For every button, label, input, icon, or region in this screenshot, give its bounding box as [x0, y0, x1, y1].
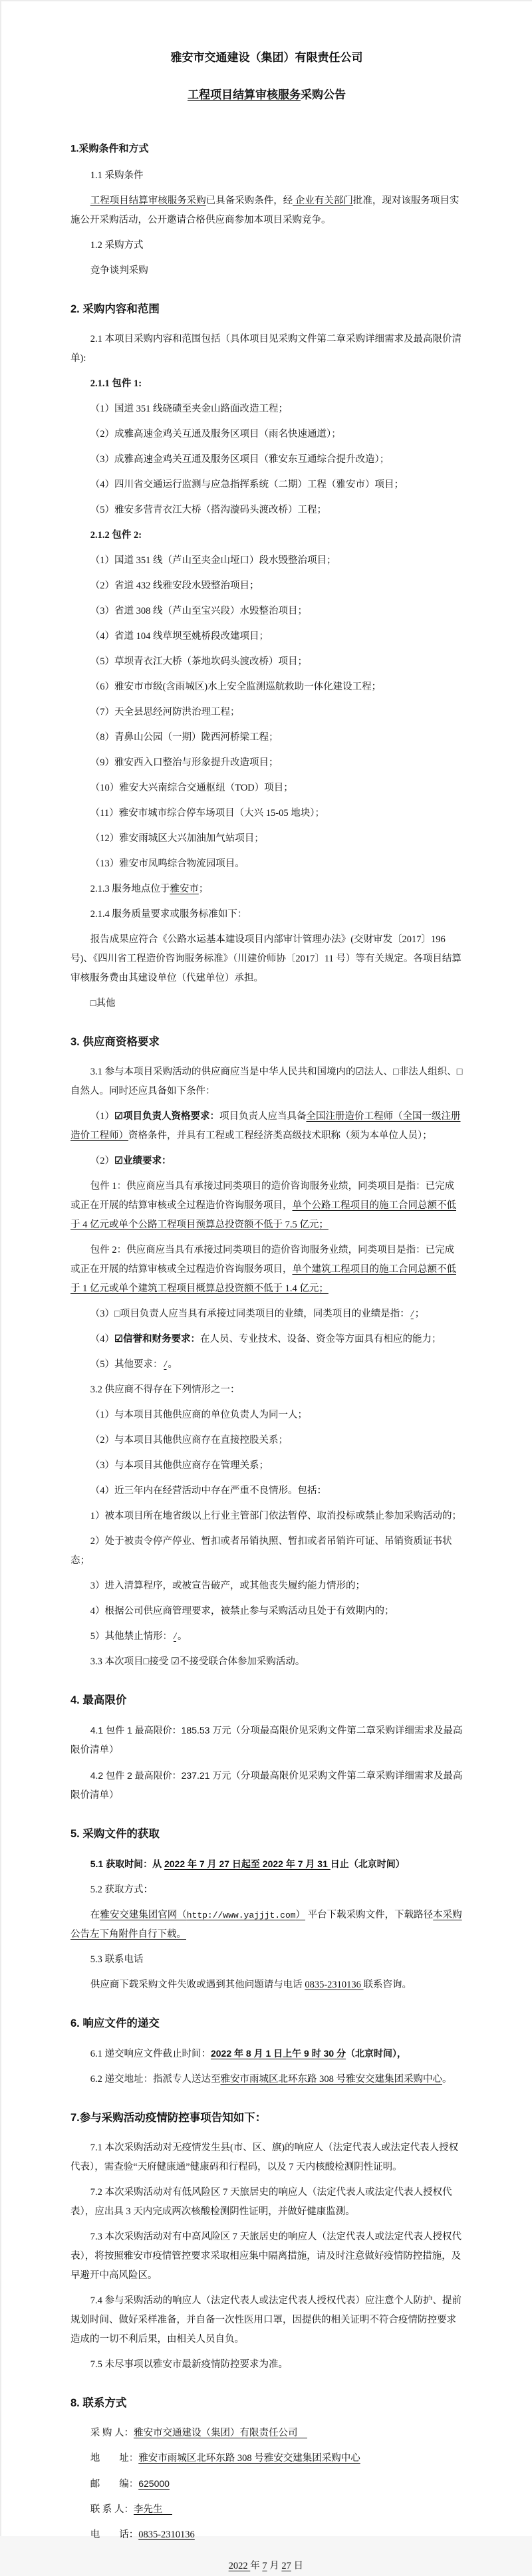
paragraph [70, 1241, 463, 1299]
text-run: 雅安市交通建设（集团）有限责任公司 [133, 2428, 307, 2438]
doc-date [70, 2557, 303, 2576]
text-run: 。 [168, 1359, 178, 1370]
text-run: 2.1.1 包件 1: [90, 378, 142, 389]
text-run: （12）雅安雨城区大兴加油加气站项目； [90, 833, 264, 844]
paragraph [70, 1177, 463, 1235]
text-run: 3.2 供应商不得存在下列情形之一： [90, 1384, 240, 1395]
section-heading [70, 2012, 463, 2035]
paragraph [70, 804, 463, 823]
paragraph [70, 1507, 463, 1526]
paragraph [70, 652, 463, 672]
section-heading [70, 1823, 463, 1845]
text-run: ； [198, 884, 209, 894]
text-run: 工程项目结算审核服务采购 [90, 195, 206, 206]
paragraph [70, 2044, 463, 2064]
paragraph [70, 1950, 463, 1970]
paragraph [70, 192, 463, 230]
paragraph [70, 1355, 463, 1374]
paragraph [70, 1406, 463, 1425]
text-run: ） [295, 1910, 306, 1920]
paragraph [70, 627, 463, 646]
text-run: 4.1 包件 1 最高限价：185.53 万元 [90, 1725, 231, 1736]
text-run: 日 [291, 2561, 303, 2571]
paragraph [70, 1107, 463, 1146]
text-run: 1.1 采购条件 [90, 170, 144, 181]
text-run: 2.1.2 包件 2: [90, 530, 142, 541]
text-run: / [164, 1359, 167, 1370]
text-run: 工程项目结算审核服务 [188, 88, 301, 101]
text-run: 供应商下载采购文件失败或遇到其他问题请与电话 [90, 1980, 305, 1990]
text-run: 联系咨询。 [363, 1980, 412, 1990]
text-run: 2.1 本项目采购内容和范围包括（具体项目见采购文件第二章采购详细需求及最高限价清单): [70, 334, 462, 364]
paragraph [70, 829, 463, 848]
text-run: 1.2 采购方式 [90, 240, 144, 251]
paragraph [70, 728, 463, 747]
text-run: （10）雅安大兴南综合交通枢纽（TOD）项目； [90, 783, 293, 793]
text-run: 。 [178, 1631, 188, 1642]
paragraph [70, 1577, 463, 1596]
section-heading [70, 138, 463, 160]
text-run: 4）根据公司供应商管理要求，被禁止参与采购活动且处于有效期内的； [90, 1606, 394, 1616]
text-run: 6.2 递交地址：指派专人送达至 [90, 2074, 221, 2085]
text-run: 雅安市交通建设（集团）有限责任公司 [170, 51, 363, 64]
text-run: （2）与本项目其他供应商存在直接控股关系； [90, 1435, 288, 1446]
text-run: 包件 2：供应商应当具有承接过同类项目的造价咨询服务业绩，同类项目是指：已完成或正在开展的结算审核或全过程造价咨询服务项目， [70, 1245, 455, 1275]
paragraph [70, 2228, 463, 2285]
paragraph [70, 880, 463, 899]
paragraph [70, 2449, 463, 2468]
text-run: 7.2 本次采购活动对有低风险区 7 天旅居史的响应人（法定代表人或法定代表人授权代表），应出具 3 天内完成两次核酸检测阴性证明，并做好健康监测。 [70, 2187, 452, 2217]
text-run: （2）成雅高速金鸡关互通及服务区项目（雨名快速通道）； [90, 429, 341, 440]
paragraph [70, 678, 463, 697]
text-run: 7.4 参与采购活动的响应人（法定代表人或法定代表人授权代表）应注意个人防护、提前规划时间、做好采样准备，并自备一次性医用口罩，因提供的相关证明不符合疫情防控要求造成的一切不利后果，由相关人员自负。 [70, 2295, 462, 2345]
paragraph [70, 400, 463, 419]
text-run: 7 [262, 2561, 267, 2571]
text-run: / [410, 1309, 414, 1319]
paragraph [70, 2355, 463, 2375]
text-run: 2.1.3 服务地点位于 [90, 884, 170, 894]
text-run: ☑业绩要求： [114, 1156, 172, 1166]
paragraph [70, 577, 463, 596]
text-run: 5.3 联系电话 [90, 1954, 144, 1965]
text-run: （3）成雅高速金鸡关互通及服务区项目（雅安东互通综合提升改造）； [90, 454, 390, 465]
paragraph [70, 1602, 463, 1621]
text-run: （3）省道 308 线（芦山至宝兴段）水毁整治项目； [90, 606, 307, 616]
section-heading [70, 298, 463, 321]
text-run: ☑项目负责人资格要求： [114, 1111, 219, 1122]
text-run: 包件 1：供应商应当具有承接过同类项目的造价咨询服务业绩，同类项目是指：已完成或正在开展的结算审核或全过程造价咨询服务项目， [70, 1181, 455, 1211]
text-run: （9）雅安西入口整治与形象提升改造项目； [90, 757, 279, 768]
text-run: 625000 [138, 2478, 170, 2489]
paragraph [70, 425, 463, 444]
text-run: 2022 [228, 2561, 251, 2571]
text-run: （5）雅安多营青衣江大桥（搭沟漩码头渡改桥）工程； [90, 505, 327, 515]
text-run: 1）被本项目所在地省级以上行业主管部门依法暂停、取消投标或禁止参加采购活动的； [90, 1511, 462, 1521]
text-run: （4） [90, 1334, 114, 1345]
subsection-heading [70, 374, 463, 394]
text-run: （5）草坝青衣江大桥（茶地坎码头渡改桥）项目； [90, 656, 307, 667]
text-run: 7.3 本次采购活动对有中高风险区 7 天旅居史的响应人（法定代表人或法定代表人授权代表），将按照雅安市疫情管控要求采取相应集中隔离措施，请及时注意做好疫情防控措施，及早避开中高风险区。 [70, 2232, 462, 2281]
paragraph [70, 602, 463, 621]
paragraph [70, 1431, 463, 1450]
text-run: 0835-2310136 [305, 1980, 364, 1990]
paragraph [70, 854, 463, 874]
text-run: 5. 采购文件的获取 [70, 1828, 160, 1840]
paragraph [70, 2183, 463, 2222]
text-run: / [173, 1631, 176, 1642]
text-run: 8. 联系方式 [70, 2397, 127, 2409]
text-run: http://www.yajjjt.com [186, 1910, 296, 1920]
text-run: （2）省道 432 线雅安段水毁整治项目； [90, 580, 259, 591]
paragraph [70, 930, 463, 988]
section-heading [70, 2392, 463, 2414]
text-run: （13）雅安市凤鸣综合物流园项目。 [90, 858, 245, 869]
text-run: 3）进入清算程序，或被宣告破产，或其他丧失履约能力情形的； [90, 1581, 365, 1591]
text-run: 采 购 人： [90, 2428, 134, 2438]
text-run: 平台下载采购文件，下载路径 [305, 1910, 434, 1920]
text-run: （1）国道 351 线（芦山至夹金山垭口）段水毁整治项目； [90, 555, 336, 566]
paragraph [70, 1627, 463, 1646]
text-run: 雅安市雨城区北环东路 308 号雅安交建集团采购中心 [220, 2074, 442, 2085]
paragraph [70, 1305, 463, 1324]
paragraph [70, 236, 463, 255]
text-run: （分项最高限价见采购文件第二章采购详细需求及最高限价清单） [70, 1771, 463, 1801]
section-heading [70, 2107, 463, 2129]
text-run: （11）雅安市城市综合停车场项目（大兴 15-05 地块）； [90, 808, 325, 819]
text-run: （4）近三年内在经营活动中存在严重不良情形。包括： [90, 1485, 327, 1496]
paragraph [70, 1976, 463, 1995]
text-run: 本采购公告左下角附件自行下载。 [70, 1910, 462, 1940]
text-run: 1.采购条件和方式 [70, 143, 149, 154]
text-run: 6. 响应文件的递交 [70, 2017, 160, 2029]
text-run: （8）青鼻山公园（一期）陇西河桥梁工程； [90, 732, 279, 743]
text-run: 李先生 [133, 2504, 172, 2515]
paragraph [70, 2525, 463, 2545]
doc-title-line [70, 44, 463, 72]
text-run: 27 [281, 2561, 291, 2571]
paragraph [70, 501, 463, 520]
text-run: 5.1 获取时间：从 [90, 1859, 164, 1869]
text-run: 7.5 未尽事项以雅安市最新疫情防控要求为准。 [90, 2359, 288, 2370]
text-run: 雅安交建集团官网（ [100, 1910, 187, 1920]
text-run: 邮 编： [90, 2479, 139, 2490]
text-run: 雅安市雨城区北环东路 308 号雅安交建集团采购中心 [138, 2453, 360, 2464]
text-run: （5）其他要求： [90, 1359, 163, 1370]
paragraph [70, 475, 463, 495]
doc-title-line [70, 81, 463, 109]
paragraph [70, 1063, 463, 1101]
text-run: 地 址： [90, 2453, 139, 2464]
text-run: 年 [250, 2561, 263, 2571]
text-run: 6.1 递交响应文件截止时间： [90, 2049, 211, 2059]
text-run: （1） [90, 1111, 114, 1122]
paragraph [70, 1152, 463, 1171]
text-run: 批准，现对该服务项目实施公开采购活动，公开邀请合格供应商参加本项目采购竞争。 [70, 195, 460, 225]
text-run: 2.1.4 服务质量要求或服务标准如下： [90, 909, 247, 920]
text-run: 3.3 本次项目□接受 ☑不接受联合体参加采购活动。 [90, 1656, 305, 1667]
text-run: （3）□项目负责人应当具有承接过同类项目的业绩，同类项目的业绩是指： [90, 1309, 410, 1319]
text-run: 4. 最高限价 [70, 1694, 127, 1706]
paragraph [70, 2500, 463, 2519]
text-run: 2）处于被责令停产停业、暂扣或者吊销执照、暂扣或者吊销许可证、吊销资质证书状态； [70, 1536, 452, 1566]
text-run: ； [414, 1309, 425, 1319]
paragraph [70, 753, 463, 773]
paragraph [70, 551, 463, 571]
text-run: （1）与本项目其他供应商的单位负责人为同一人； [90, 1410, 307, 1420]
paragraph [70, 994, 463, 1013]
text-run: 资格条件，并具有工程或工程经济类高级技术职称（须为本单位人员）； [128, 1130, 432, 1141]
text-run: 月 [267, 2561, 282, 2571]
text-run: （3）与本项目其他供应商存在管理关系； [90, 1460, 269, 1471]
text-run: 2022 年 8 月 1 日上午 9 时 30 分 [210, 2048, 346, 2059]
text-run: ☑信誉和财务要求： [114, 1334, 200, 1345]
paragraph [70, 1906, 463, 1944]
text-run: 单个建筑工程项目的施工合同总额不低于 1 亿元或单个建筑工程项目概算总投资额不低于 1.4 亿元； [70, 1264, 456, 1294]
text-run: 。 [442, 2074, 452, 2085]
paragraph [70, 261, 463, 281]
paragraph [70, 1652, 463, 1672]
paragraph [70, 1532, 463, 1571]
text-run: 报告成果应符合《公路水运基本建设项目内部审计管理办法》(交财审发〔2017〕196 号)、《四川省工程造价咨询服务标准》（川建价师协〔2017〕11 号）等有关规定。各项目结算审核服务费由其建设单位（代建单位）承担。 [70, 934, 462, 983]
text-run: 5）其他禁止情形： [90, 1631, 172, 1642]
paragraph [70, 1330, 463, 1349]
paragraph [70, 1880, 463, 1900]
paragraph [70, 1481, 463, 1501]
text-run: 项目负责人应当具备 [219, 1111, 307, 1122]
text-run: 竞争谈判采购 [90, 265, 148, 276]
text-run: □其他 [90, 998, 116, 1009]
text-run: 雅安市 [170, 884, 199, 894]
text-run: （北京时间）， [346, 2048, 407, 2059]
text-run: （2） [90, 1156, 114, 1166]
paragraph [70, 905, 463, 924]
text-run: 3.1 参与本项目采购活动的供应商应当是中华人民共和国境内的☑法人、□非法人组织、□自然人。同时还应具备如下条件： [70, 1067, 463, 1096]
text-run: 4.2 包件 2 最高限价：237.21 万元 [90, 1770, 231, 1781]
paragraph [70, 1721, 463, 1760]
paragraph [70, 2424, 463, 2443]
text-run: 全国注册造价工程师（全国一级注册造价工程师） [70, 1111, 461, 1141]
text-run: 联 系 人： [90, 2504, 134, 2515]
text-run: （4）省道 104 线草坝至姚桥段改建项目； [90, 631, 269, 642]
paragraph [70, 2070, 463, 2089]
text-run: 在 [90, 1910, 100, 1920]
text-run: 采购公告 [301, 88, 346, 101]
text-run: 7.1 本次采购活动对无疫情发生县(市、区、旗)的响应人（法定代表人或法定代表人授权代表），需查验“天府健康通”健康码和行程码，以及 7 天内核酸检测阴性证明。 [70, 2142, 459, 2172]
text-run: 2022 年 7 月 27 日起至 2022 年 7 月 31 [164, 1859, 331, 1869]
text-run: （1）国道 351 线硗碛至夹金山路面改造工程； [90, 404, 288, 414]
text-run: 7.参与采购活动疫情防控事项告知如下： [70, 2112, 267, 2124]
subsection-heading [70, 526, 463, 545]
paragraph [70, 703, 463, 722]
paragraph [70, 1855, 463, 1874]
text-run: 单个公路工程项目的施工合同总额不低于 4 亿元或单个公路工程项目预算总投资额不低于 7.5 亿元； [70, 1200, 456, 1230]
text-run: （7）天全县思经河防洪治理工程； [90, 707, 240, 717]
paragraph [70, 330, 463, 368]
paragraph [70, 1766, 463, 1805]
text-run: 电 话： [90, 2529, 139, 2540]
text-run: （4）四川省交通运行监测与应急指挥系统（二期）工程（雅安市）项目； [90, 479, 404, 490]
document-body [70, 44, 463, 2576]
text-run: 5.2 获取方式： [90, 1884, 153, 1895]
paragraph [70, 450, 463, 469]
text-run: 在人员、专业技术、设备、资金等方面具有相应的能力； [200, 1334, 442, 1345]
text-run: 2. 采购内容和范围 [70, 303, 160, 315]
paragraph [70, 166, 463, 186]
text-run: 3. 供应商资格要求 [70, 1036, 160, 1048]
text-run: 0835-2310136 [138, 2529, 195, 2540]
paragraph [70, 2138, 463, 2177]
text-run: （6）雅安市市级(含雨城区)水上安全监测巡航救助一体化建设工程； [90, 682, 382, 692]
paragraph [70, 1456, 463, 1476]
text-run: 企业有关部门 [293, 195, 353, 206]
paragraph [70, 779, 463, 798]
text-run: （分项最高限价见采购文件第二章采购详细需求及最高限价清单） [70, 1726, 463, 1755]
section-heading [70, 1031, 463, 1053]
paragraph [70, 2474, 463, 2494]
paragraph [70, 2291, 463, 2349]
text-run: 日止（北京时间） [330, 1859, 405, 1869]
section-heading [70, 1689, 463, 1712]
text-run: 已具备采购条件，经 [205, 195, 293, 206]
paragraph [70, 1380, 463, 1400]
